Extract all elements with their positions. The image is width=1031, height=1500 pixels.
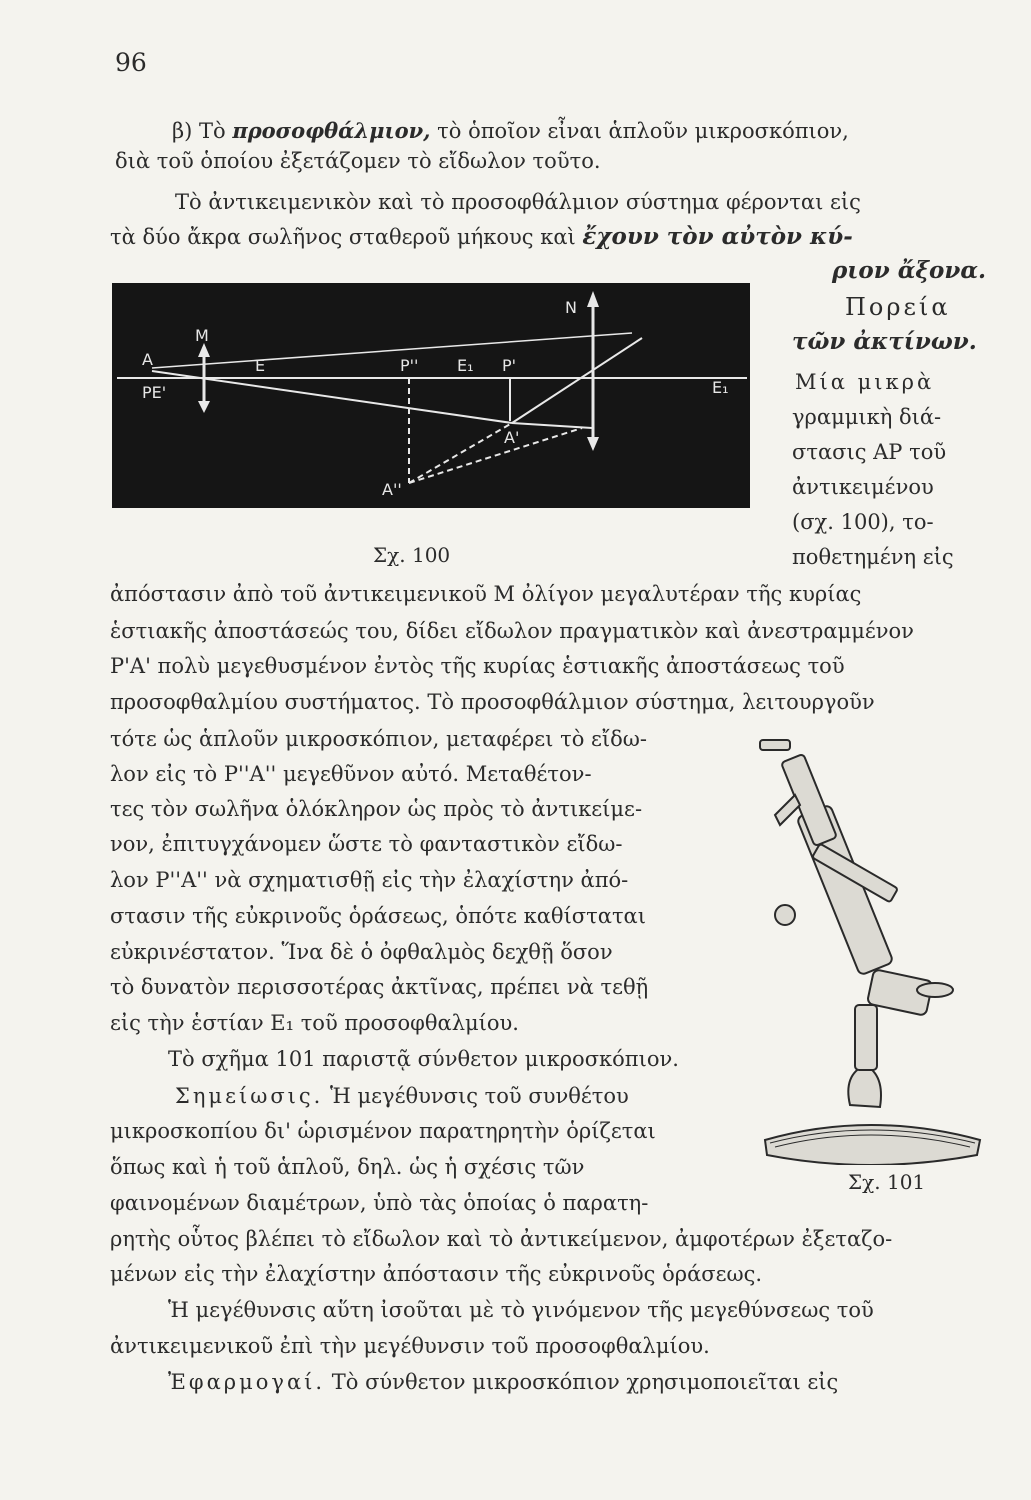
text-span: τὸ ὁποῖον εἶναι ἁπλοῦν μικροσκόπιον, (430, 119, 849, 143)
text-line: εὐκρινέστατον. Ἵνα δὲ ὁ ὀφθαλμὸς δεχθῇ ὅσον (110, 940, 613, 964)
text-line: ἀντικειμενικοῦ ἐπὶ τὴν μεγέθυνσιν τοῦ προσοφθαλμίου. (110, 1334, 710, 1358)
text-span: Τὸ σύνθετον μικροσκόπιον χρησιμοποιεῖται εἰς (325, 1370, 839, 1394)
side-heading: Πορεία (845, 293, 951, 321)
text-line: ὅπως καὶ ἡ τοῦ ἁπλοῦ, δηλ. ὡς ἡ σχέσις τῶν (110, 1155, 585, 1179)
text-line: τότε ὡς ἁπλοῦν μικροσκόπιον, μεταφέρει τὸ εἴδω- (110, 727, 647, 751)
text-span: τὰ δύο ἄκρα σωλῆνος σταθεροῦ μήκους καὶ (110, 225, 583, 249)
label-PE: PE' (142, 383, 167, 402)
label-A-double-prime: A'' (382, 480, 402, 499)
emphasis-axis: ἔχουν τὸν αὐτὸν κύ- (582, 223, 853, 250)
note-label: Σημείωσις. (175, 1084, 324, 1108)
text-span: β) Τὸ (172, 119, 233, 143)
text-line: λον Ρ''Α'' νὰ σχηματισθῇ εἰς τὴν ἐλαχίστην ἀπό- (110, 868, 629, 892)
label-P-prime: P' (502, 356, 517, 375)
text-line: τες τὸν σωλῆνα ὁλόκληρον ὡς πρὸς τὸ ἀντικείμε- (110, 797, 643, 821)
term-prosofthalmion: προσοφθάλμιον, (232, 118, 431, 143)
text-line (172, 117, 849, 145)
text-line: ἑστιακῆς ἀποστάσεώς του, δίδει εἴδωλον πραγματικὸν καὶ ἀνεστραμμένον (110, 619, 914, 643)
text-line: ἀπόστασιν ἀπὸ τοῦ ἀντικειμενικοῦ Μ ὀλίγον μεγαλυτέραν τῆς κυρίας (110, 582, 862, 606)
side-text: γραμμικὴ διά- (792, 405, 942, 429)
side-text: (σχ. 100), το- (792, 510, 934, 534)
text-span: Ἡ μεγέθυνσις τοῦ συνθέτου (323, 1084, 629, 1108)
text-line: μένων εἰς τὴν ἐλαχίστην ἀπόστασιν τῆς εὐκρινοῦς ὁράσεως. (110, 1262, 763, 1286)
text-line: Τὸ σχῆμα 101 παριστᾷ σύνθετον μικροσκόπιον. (168, 1047, 679, 1071)
text-line: φαινομένων διαμέτρων, ὑπὸ τὰς ὁποίας ὁ παρατη- (110, 1191, 649, 1215)
text-line: λον εἰς τὸ Ρ''Α'' μεγεθῦνον αὐτό. Μεταθέτον- (110, 762, 592, 786)
text-line: εἰς τὴν ἑστίαν Ε₁ τοῦ προσοφθαλμίου. (110, 1011, 519, 1035)
side-text: ποθετημένη εἰς (792, 545, 954, 569)
side-text: Μία μικρὰ (795, 370, 935, 394)
label-N: N (565, 298, 577, 317)
label-E: E (255, 356, 266, 375)
figure-100-ray-diagram (112, 283, 750, 508)
side-heading: τῶν ἀκτίνων. (792, 328, 977, 355)
label-M: M (195, 326, 209, 345)
label-A: A (142, 350, 153, 369)
text-line: τὸ δυνατὸν περισσοτέρας ἀκτῖνας, πρέπει νὰ τεθῇ (110, 975, 649, 999)
text-line: προσοφθαλμίου συστήματος. Τὸ προσοφθάλμιον σύστημα, λειτουργοῦν (110, 690, 875, 714)
text-line: νον, ἐπιτυγχάνομεν ὥστε τὸ φανταστικὸν εἴδω- (110, 832, 623, 856)
text-line: Ἡ μεγέθυνσις αὕτη ἰσοῦται μὲ τὸ γινόμενον τῆς μεγεθύνσεως τοῦ (168, 1298, 874, 1322)
text-line: Τὸ ἀντικειμενικὸν καὶ τὸ προσοφθάλμιον σύστημα φέρονται εἰς (175, 190, 861, 214)
label-E1-right: E₁ (712, 378, 729, 397)
side-text: στασις ΑΡ τοῦ (792, 440, 947, 464)
text-line: ριον ἄξονα. (832, 257, 987, 284)
side-text: ἀντικειμένου (792, 475, 934, 499)
label-E1: E₁ (457, 356, 474, 375)
figure-100-caption: Σχ. 100 (373, 543, 451, 567)
text-line: μικροσκοπίου δι' ὡρισμένον παρατηρητὴν ὁρίζεται (110, 1119, 656, 1143)
figure-101-microscope (755, 735, 985, 1165)
text-line: ρητὴς οὗτος βλέπει τὸ εἴδωλον καὶ τὸ ἀντικείμενον, ἀμφοτέρων ἐξεταζο- (110, 1227, 893, 1251)
label-A-prime: A' (504, 428, 520, 447)
text-line: διὰ τοῦ ὁποίου ἐξετάζομεν τὸ εἴδωλον τοῦτο. (115, 149, 601, 173)
text-line: στασιν τῆς εὐκρινοῦς ὁράσεως, ὁπότε καθίσταται (110, 904, 646, 928)
text-line: Ρ'Α' πολὺ μεγεθυσμένον ἐντὸς τῆς κυρίας ἑστιακῆς ἀποστάσεως τοῦ (110, 654, 845, 678)
text-line (168, 1368, 838, 1396)
figure-101-caption: Σχ. 101 (848, 1170, 926, 1194)
page-number: 96 (115, 48, 147, 77)
text-line (175, 1082, 629, 1110)
applications-label: Ἐφαρμογαί. (168, 1370, 326, 1394)
text-line (110, 223, 853, 251)
label-P-double-prime: P'' (400, 356, 419, 375)
